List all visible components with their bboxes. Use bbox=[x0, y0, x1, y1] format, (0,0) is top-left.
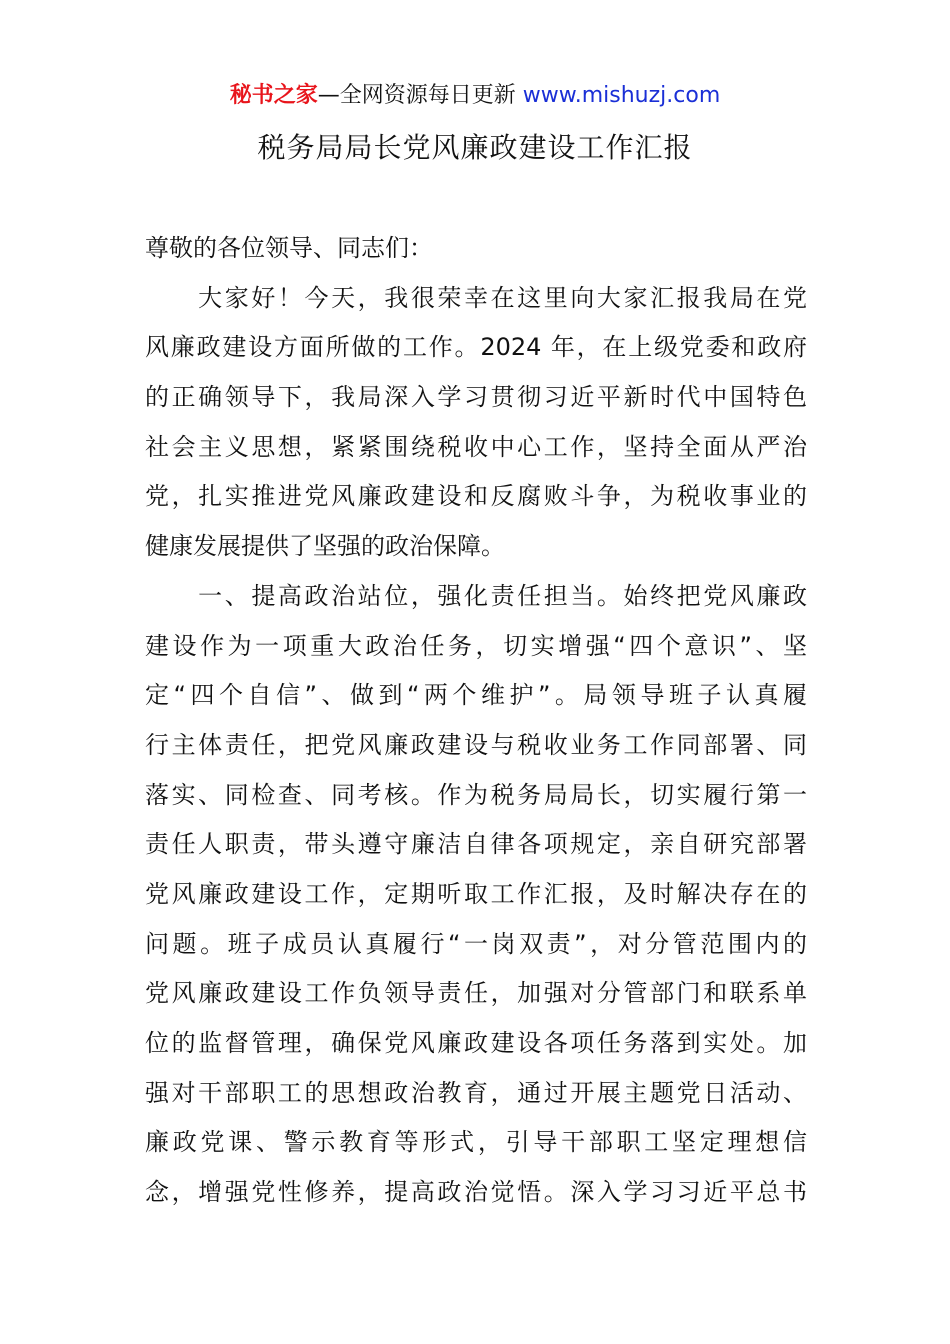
paragraph-line: 社会主义思想，紧紧围绕税收中心工作，坚持全面从严治 bbox=[145, 432, 807, 461]
paragraph-line: 廉政党课、警示教育等形式，引导干部职工坚定理想信 bbox=[145, 1128, 807, 1157]
paragraph-line: 党，扎实推进党风廉政建设和反腐败斗争，为税收事业的 bbox=[145, 482, 807, 511]
paragraph-line: 大家好！今天，我很荣幸在这里向大家汇报我局在党 bbox=[145, 283, 807, 312]
paragraph-line: 落实、同检查、同考核。作为税务局局长，切实履行第一 bbox=[145, 780, 807, 809]
paragraph-line: 健康发展提供了坚强的政治保障。 bbox=[145, 532, 505, 561]
paragraph-line: 强对干部职工的思想政治教育，通过开展主题党日活动、 bbox=[145, 1078, 807, 1107]
paragraph-line: 责任人职责，带头遵守廉洁自律各项规定，亲自研究部署 bbox=[145, 830, 807, 859]
salutation-line: 尊敬的各位领导、同志们： bbox=[145, 234, 433, 262]
paragraph-line: 风廉政建设方面所做的工作。2024 年，在上级党委和政府 bbox=[145, 333, 807, 362]
document-title: 税务局局长党风廉政建设工作汇报 bbox=[257, 131, 693, 164]
paragraph-line: 一、提高政治站位，强化责任担当。始终把党风廉政 bbox=[145, 581, 807, 610]
paragraph-line: 念，增强党性修养，提高政治觉悟。深入学习习近平总书 bbox=[145, 1178, 807, 1207]
paragraph-line: 位的监督管理，确保党风廉政建设各项任务落到实处。加 bbox=[145, 1029, 807, 1057]
site-tagline: —全网资源每日更新 bbox=[317, 83, 523, 108]
paragraph-line: 建设作为一项重大政治任务，切实增强“四个意识”、坚 bbox=[145, 631, 807, 660]
brand-name: 秘书之家 bbox=[229, 83, 318, 108]
paragraph-line: 党风廉政建设工作负领导责任，加强对分管部门和联系单 bbox=[145, 979, 807, 1008]
site-url-link[interactable]: www.mishuzj.com bbox=[522, 83, 721, 108]
site-header bbox=[0, 80, 950, 112]
paragraph-line: 行主体责任，把党风廉政建设与税收业务工作同部署、同 bbox=[145, 730, 807, 759]
paragraph-line: 定“四个自信”、做到“两个维护”。局领导班子认真履 bbox=[145, 681, 807, 710]
paragraph-line: 党风廉政建设工作，定期听取工作汇报，及时解决存在的 bbox=[145, 879, 807, 908]
paragraph-line: 的正确领导下，我局深入学习贯彻习近平新时代中国特色 bbox=[145, 383, 807, 412]
paragraph-line: 问题。班子成员认真履行“一岗双责”，对分管范围内的 bbox=[145, 929, 807, 958]
document-body bbox=[145, 224, 807, 1218]
